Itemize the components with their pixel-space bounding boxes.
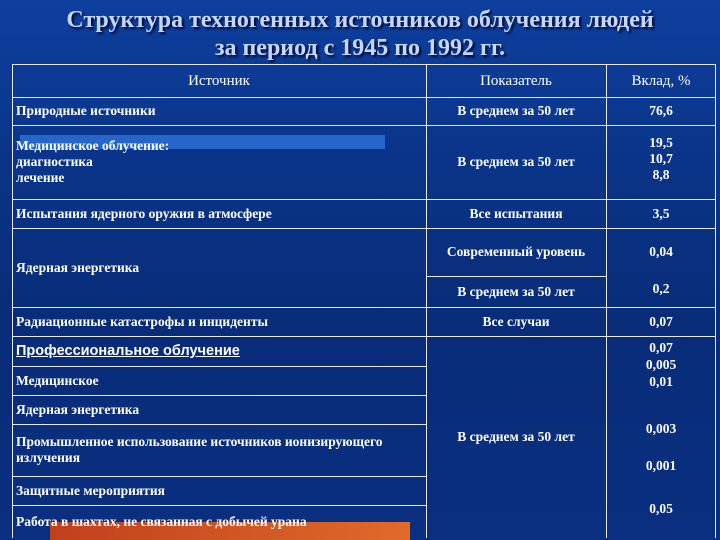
occupational-value: 0,003 [645,421,677,436]
row-occupational-indicator: В среднем за 50 лет [457,429,575,444]
medical-value: 8,8 [652,167,670,182]
medical-source-line: Медицинское облучение: [16,138,170,153]
row-occupational-header: Профессиональное облучение [16,343,240,359]
header-indicator: Показатель [480,72,552,89]
row-occupational-item: Медицинское [16,372,99,388]
row-medical-source [12,125,426,199]
row-nuclear-indicator-current: Современный уровень [446,244,586,259]
row-accidents-indicator: Все случаи [482,313,550,329]
radiation-sources-table [12,64,716,538]
row-natural-value: 76,6 [649,103,673,118]
row-occupational-item: Промышленное использование источников ионизирующего излучения [16,434,383,465]
medical-value: 19,5 [649,135,673,150]
page-title [0,6,720,62]
occupational-value: 0,07 [649,340,673,355]
page-title-line1: Структура техногенных источников облучения людей [66,7,654,33]
row-medical-indicator: В среднем за 50 лет [457,154,575,169]
row-nuclear-source: Ядерная энергетика [16,259,140,275]
row-occupational-item: Ядерная энергетика [16,401,140,417]
medical-value: 10,7 [649,151,673,166]
row-accidents-source: Радиационные катастрофы и инциденты [16,313,268,329]
header-contribution: Вклад, % [631,72,691,89]
occupational-value: 0,05 [649,501,673,516]
row-natural-source: Природные источники [16,103,156,118]
row-accidents-value: 0,07 [649,313,673,329]
row-occupational-item: Работа в шахтах, не связанная с добычей урана [16,513,307,529]
row-nuclear-value-avg: 0,2 [652,281,670,296]
header-source: Источник [188,72,250,89]
occupational-value: 0,001 [645,458,677,473]
medical-source-line: лечение [16,170,65,185]
row-nuclear-indicator-avg: В среднем за 50 лет [457,283,575,299]
row-nuclear-value-current: 0,04 [649,244,673,259]
row-tests-source: Испытания ядерного оружия в атмосфере [16,205,272,221]
row-tests-value: 3,5 [652,205,670,221]
row-natural-indicator: В среднем за 50 лет [457,103,575,118]
row-tests-indicator: Все испытания [469,205,563,221]
row-occupational-item: Защитные мероприятия [16,482,165,498]
occupational-value: 0,005 [645,357,677,372]
occupational-value: 0,01 [649,374,673,389]
medical-source-line: диагностика [16,154,93,169]
page-title-line2: за период с 1945 по 1992 гг. [214,35,506,61]
row-medical-values [606,125,716,199]
